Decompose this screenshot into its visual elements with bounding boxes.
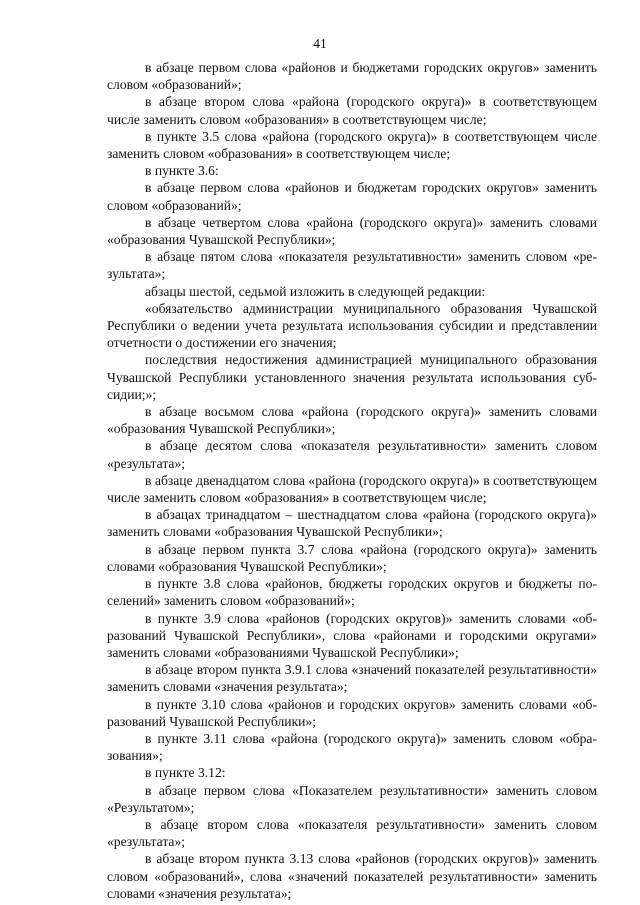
paragraph: в пункте 3.9 слова «районов (городских округов)» заменить словами «образований Чувашской Республики», слова «районами и городскими округами» заменить словами «образованиями Чувашской Республики»; — [107, 610, 597, 660]
paragraph: в абзаце втором пункта 3.9.1 слова «значений показателей результативности» заменить словами «значения результата»; — [107, 662, 597, 695]
paragraph: в абзацах тринадцатом – шестнадцатом слова «района (городского округа)» заменить словами «образования Чувашской Республики»; — [107, 507, 597, 540]
paragraph: в абзаце первом слова «районов и бюджетам городских округов» заменить словом «образований»; — [107, 180, 597, 213]
paragraph: в пункте 3.8 слова «районов, бюджеты городских округов и бюджеты поселений» заменить словом «образований»; — [107, 576, 597, 609]
paragraph: в абзаце десятом слова «показателя результативности» заменить словом «результата»; — [107, 438, 597, 471]
paragraph: абзацы шестой, седьмой изложить в следующей редакции: — [145, 283, 486, 299]
paragraph: в пункте 3.5 слова «района (городского округа)» в соответствующем числе заменить словом «образования» в соответствующем числе; — [107, 128, 597, 162]
paragraph: в абзаце первом слова «Показателем результативности» заменить словом «Результатом»; — [107, 782, 597, 815]
paragraph: в пункте 3.11 слова «района (городского округа)» заменить словом «образования»; — [107, 730, 597, 764]
paragraph: «обязательство администрации муниципального образования Чувашской Республики о ведении учета результата использования субсидии и представлении отчетности о достижении его значения; — [107, 300, 597, 351]
paragraph: в пункте 3.10 слова «районов и городских округов» заменить словами «образований Чувашской Республики»; — [107, 696, 597, 729]
paragraph: в абзаце четвертом слова «района (городского округа)» заменить словами «образования Чувашской Республики»; — [107, 214, 597, 248]
paragraph: в абзаце первом пункта 3.7 слова «района (городского округа)» заменить словами «образования Чувашской Республики»; — [107, 541, 597, 574]
paragraph: в абзаце восьмом слова «района (городского округа)» заменить словами «образования Чувашской Республики»; — [107, 404, 597, 437]
page-number: 41 — [313, 36, 327, 51]
paragraph: в пункте 3.12: — [145, 765, 226, 781]
paragraph: последствия недостижения администрацией муниципального образования Чувашской Республики установленного значения результата использования субсидии;»; — [107, 352, 597, 402]
paragraph: в абзаце втором слова «района (городского округа)» в соответствующем числе заменить словом «образования» в соответствующем числе; — [107, 94, 597, 127]
paragraph: в абзаце втором слова «показателя результативности» заменить словом «результата»; — [107, 816, 597, 850]
document-body — [107, 59, 597, 902]
paragraph: в абзаце пятом слова «показателя результативности» заменить словом «результата»; — [107, 249, 597, 282]
paragraph: в абзаце двенадцатом слова «района (городского округа)» в соответствующем числе заменить словом «образования» в соответствующем числе; — [107, 472, 597, 506]
paragraph: в абзаце первом слова «районов и бюджетами городских округов» заменить словом «образований»; — [107, 60, 597, 93]
paragraph: в пункте 3.6: — [145, 163, 219, 179]
paragraph: в абзаце втором пункта 3.13 слова «районов (городских округов)» заменить словом «образований», слова «значений показателей результативности» заменить словами «значения результата»; — [107, 851, 597, 901]
